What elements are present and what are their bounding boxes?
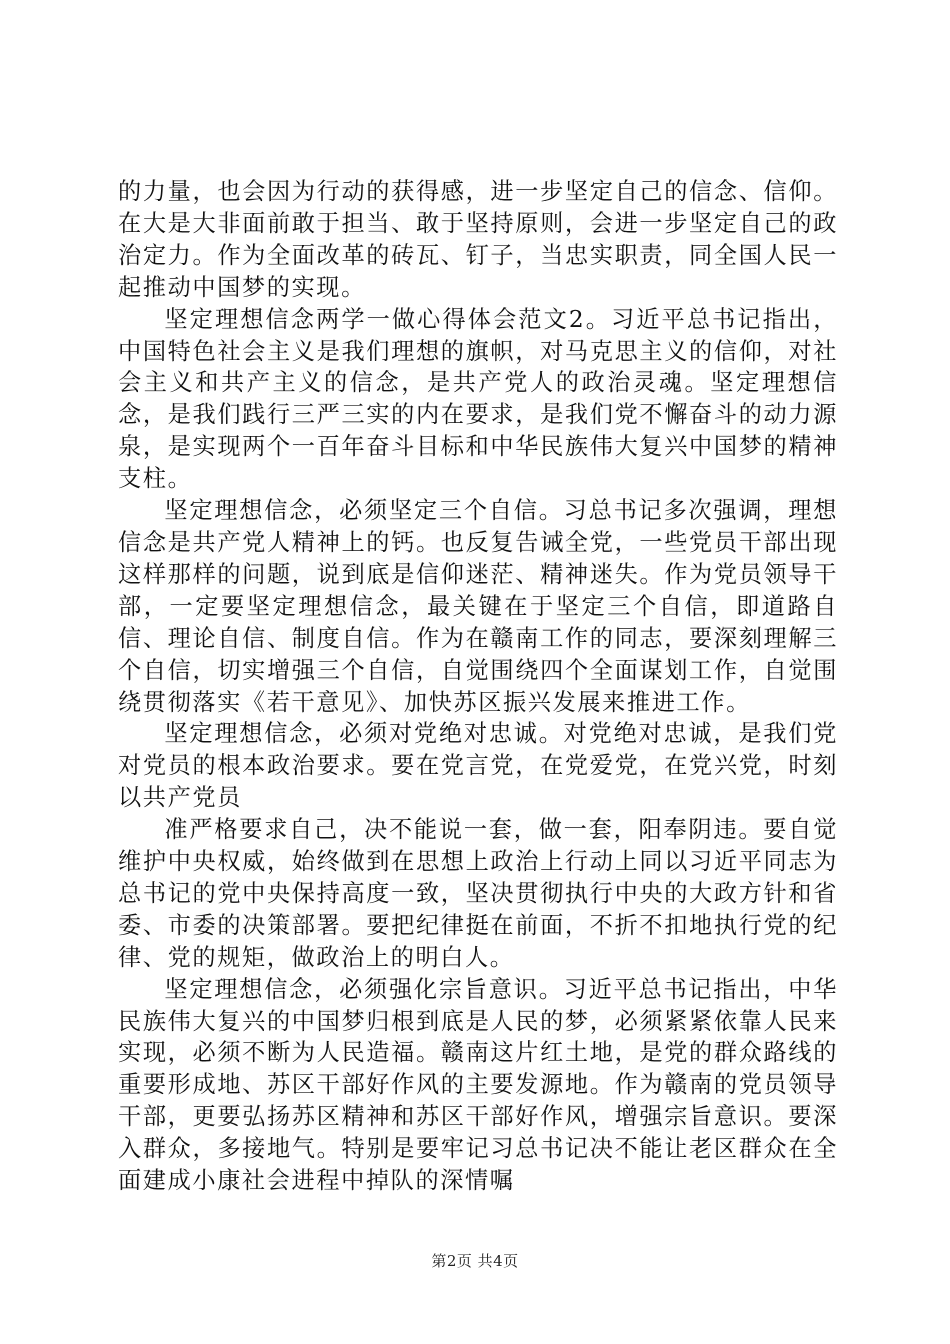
paragraph: 坚定理想信念，必须对党绝对忠诚。对党绝对忠诚，是我们党对党员的根本政治要求。要在党言党，在党爱党，在党兴党，时刻以共产党员 [118,720,838,812]
page-footer: 第2页 共4页 [431,1252,519,1270]
paragraph: 坚定理想信念，必须坚定三个自信。习总书记多次强调，理想信念是共产党人精神上的钙。也反复告诫全党，一些党员干部出现这样那样的问题，说到底是信仰迷茫、精神迷失。作为党员领导干部，一定要坚定理想信念，最关键在于坚定三个自信，即道路自信、理论自信、制度自信。作为在赣南工作的同志，要深刻理解三个自信，切实增强三个自信，自觉围绕四个全面谋划工作，自觉围绕贯彻落实《若干意见》、加快苏区振兴发展来推进工作。 [118,497,838,716]
document-body [118,176,838,1197]
paragraph: 的力量，也会因为行动的获得感，进一步坚定自己的信念、信仰。在大是大非面前敢于担当、敢于坚持原则，会进一步坚定自己的政治定力。作为全面改革的砖瓦、钉子，当忠实职责，同全国人民一起推动中国梦的实现。 [118,178,838,301]
paragraph: 坚定理想信念，必须强化宗旨意识。习近平总书记指出，中华民族伟大复兴的中国梦归根到底是人民的梦，必须紧紧依靠人民来实现，必须不断为人民造福。赣南这片红土地，是党的群众路线的重要形成地、苏区干部好作风的主要发源地。作为赣南的党员领导干部，更要弘扬苏区精神和苏区干部好作风，增强宗旨意识。要深入群众，多接地气。特别是要牢记习总书记决不能让老区群众在全面建成小康社会进程中掉队的深情嘱 [118,975,838,1195]
paragraph: 坚定理想信念两学一做心得体会范文2。习近平总书记指出，中国特色社会主义是我们理想的旗帜，对马克思主义的信仰，对社会主义和共产主义的信念，是共产党人的政治灵魂。坚定理想信念，是我们践行三严三实的内在要求，是我们党不懈奋斗的动力源泉，是实现两个一百年奋斗目标和中华民族伟大复兴中国梦的精神支柱。 [118,305,838,493]
paragraph: 准严格要求自己，决不能说一套，做一套，阳奉阴违。要自觉维护中央权威，始终做到在思想上政治上行动上同以习近平同志为总书记的党中央保持高度一致，坚决贯彻执行中央的大政方针和省委、市委的决策部署。要把纪律挺在前面，不折不扣地执行党的纪律、党的规矩，做政治上的明白人。 [118,816,838,971]
